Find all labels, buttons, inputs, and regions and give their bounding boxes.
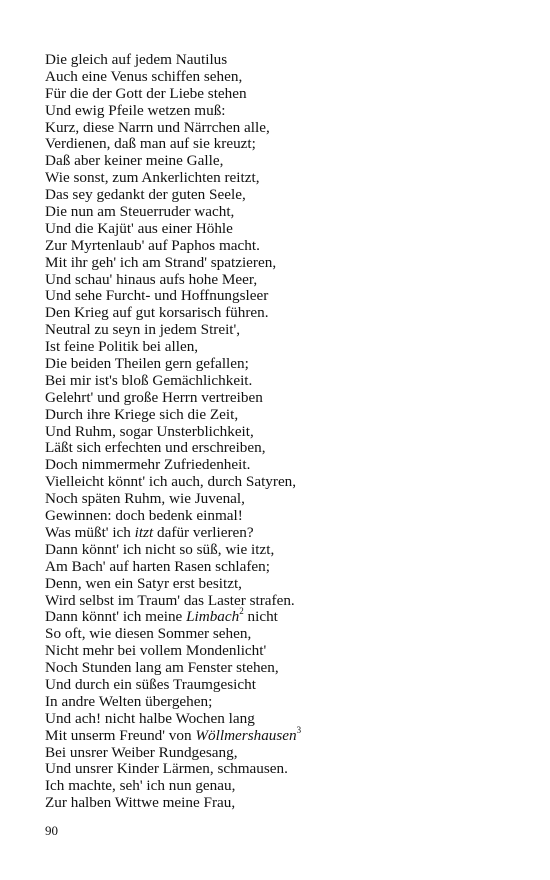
- line-text: Ist feine Politik bei allen,: [45, 338, 199, 356]
- poem-line: [45, 407, 525, 424]
- line-text: Was müßt' ich: [45, 523, 135, 541]
- line-text: Daß aber keiner meine Galle,: [45, 152, 224, 170]
- poem-line: [45, 120, 525, 137]
- line-text: Bei mir ist's bloß Gemächlichkeit.: [45, 371, 253, 389]
- line-text: Zur halben Wittwe meine Frau,: [45, 794, 236, 812]
- line-text: Das sey gedankt der guten Seele,: [45, 186, 246, 204]
- poem-line: [45, 373, 525, 390]
- poem-line: [45, 69, 525, 86]
- line-text: In andre Welten übergehen;: [45, 692, 213, 710]
- emphasized-word: Limbach: [186, 608, 240, 626]
- line-text: Und Ruhm, sogar Unsterblichkeit,: [45, 422, 254, 440]
- line-text: Noch Stunden lang am Fenster stehen,: [45, 659, 279, 677]
- poem-line: [45, 559, 525, 576]
- poem-line: [45, 491, 525, 508]
- line-text: Nicht mehr bei vollem Mondenlicht': [45, 642, 267, 660]
- emphasized-word: Wöllmershausen: [195, 726, 297, 744]
- poem-line: [45, 52, 525, 69]
- line-text: Die beiden Theilen gern gefallen;: [45, 355, 249, 373]
- poem-text: [45, 52, 525, 812]
- emphasized-word: itzt: [134, 523, 154, 541]
- line-text: Vielleicht könnt' ich auch, durch Satyren,: [45, 473, 297, 491]
- poem-line: [45, 86, 525, 103]
- line-text: So oft, wie diesen Sommer sehen,: [45, 625, 252, 643]
- poem-line: [45, 288, 525, 305]
- poem-line: [45, 643, 525, 660]
- poem-line: [45, 606, 525, 626]
- poem-line: [45, 474, 525, 491]
- poem-line: [45, 390, 525, 407]
- line-text: Gelehrt' und große Herrn vertreiben: [45, 388, 263, 406]
- poem-line: [45, 542, 525, 559]
- poem-line: [45, 305, 525, 322]
- poem-line: [45, 103, 525, 120]
- poem-line: [45, 508, 525, 525]
- line-text: Kurz, diese Narrn und Närrchen alle,: [45, 118, 270, 136]
- poem-line: [45, 711, 525, 728]
- footnote-marker: 2: [239, 606, 244, 617]
- line-text: Neutral zu seyn in jedem Streit',: [45, 321, 241, 339]
- poem-line: [45, 525, 525, 542]
- footnote-marker: 3: [296, 724, 302, 735]
- line-text: Und sehe Furcht- und Hoffnungsleer: [45, 287, 269, 305]
- poem-line: [45, 761, 525, 778]
- line-text: Bei unsrer Weiber Rundgesang,: [45, 743, 238, 761]
- poem-line: [45, 694, 525, 711]
- line-text: Denn, wen ein Satyr erst besitzt,: [45, 574, 242, 592]
- line-text: Ich machte, seh' ich nun genau,: [45, 777, 236, 795]
- line-text: Gewinnen: doch bedenk einmal!: [45, 507, 243, 525]
- line-text: Und ach! nicht halbe Wochen lang: [45, 709, 255, 727]
- poem-line: [45, 170, 525, 187]
- line-text: Wie sonst, zum Ankerlichten reitzt,: [45, 169, 260, 187]
- line-text: Verdienen, daß man auf sie kreuzt;: [45, 135, 256, 153]
- line-text: Doch nimmermehr Zufriedenheit.: [45, 456, 251, 474]
- poem-line: [45, 660, 525, 677]
- line-text: Zur Myrtenlaub' auf Paphos macht.: [45, 236, 260, 254]
- poem-line: [45, 238, 525, 255]
- line-text: Durch ihre Kriege sich die Zeit,: [45, 405, 239, 423]
- poem-line: [45, 795, 525, 812]
- poem-line: [45, 255, 525, 272]
- line-text: Und ewig Pfeile wetzen muß:: [45, 101, 226, 119]
- line-text: Und unsrer Kinder Lärmen, schmausen.: [45, 760, 288, 778]
- line-text: Die nun am Steuerruder wacht,: [45, 203, 235, 221]
- line-text: Für die der Gott der Liebe stehen: [45, 84, 247, 102]
- poem-line: [45, 440, 525, 457]
- line-text: dafür verlieren?: [153, 523, 254, 541]
- poem-line: [45, 153, 525, 170]
- poem-line: [45, 677, 525, 694]
- line-text: Den Krieg auf gut korsarisch führen.: [45, 304, 269, 322]
- line-text: Auch eine Venus schiffen sehen,: [45, 67, 243, 85]
- line-text: Und schau' hinaus aufs hohe Meer,: [45, 270, 258, 288]
- line-text: Und durch ein süßes Traumgesicht: [45, 675, 256, 693]
- line-text: Dann könnt' ich meine: [45, 608, 187, 626]
- line-text: Mit ihr geh' ich am Strand' spatzieren,: [45, 253, 277, 271]
- line-text: Die gleich auf jedem Nautilus: [45, 51, 228, 68]
- poem-line: [45, 626, 525, 643]
- poem-line: [45, 204, 525, 221]
- poem-line: [45, 745, 525, 762]
- poem-line: [45, 356, 525, 373]
- poem-line: [45, 136, 525, 153]
- line-text: Am Bach' auf harten Rasen schlafen;: [45, 557, 270, 575]
- poem-line: [45, 339, 525, 356]
- line-text: Mit unserm Freund' von: [45, 726, 196, 744]
- line-text: nicht: [243, 608, 278, 626]
- poem-line: [45, 322, 525, 339]
- line-text: Wird selbst im Traum' das Laster strafen.: [45, 591, 295, 609]
- page-number: 90: [45, 823, 58, 838]
- poem-line: [45, 778, 525, 795]
- line-text: Und die Kajüt' aus einer Höhle: [45, 219, 233, 237]
- line-text: Noch späten Ruhm, wie Juvenal,: [45, 490, 245, 508]
- poem-line: [45, 576, 525, 593]
- poem-line: [45, 221, 525, 238]
- poem-line: [45, 724, 525, 745]
- line-text: Dann könnt' ich nicht so süß, wie itzt,: [45, 540, 275, 558]
- poem-line: [45, 272, 525, 289]
- poem-line: [45, 593, 525, 610]
- line-text: Läßt sich erfechten und erschreiben,: [45, 439, 266, 457]
- poem-line: [45, 187, 525, 204]
- poem-line: [45, 457, 525, 474]
- poem-line: [45, 424, 525, 441]
